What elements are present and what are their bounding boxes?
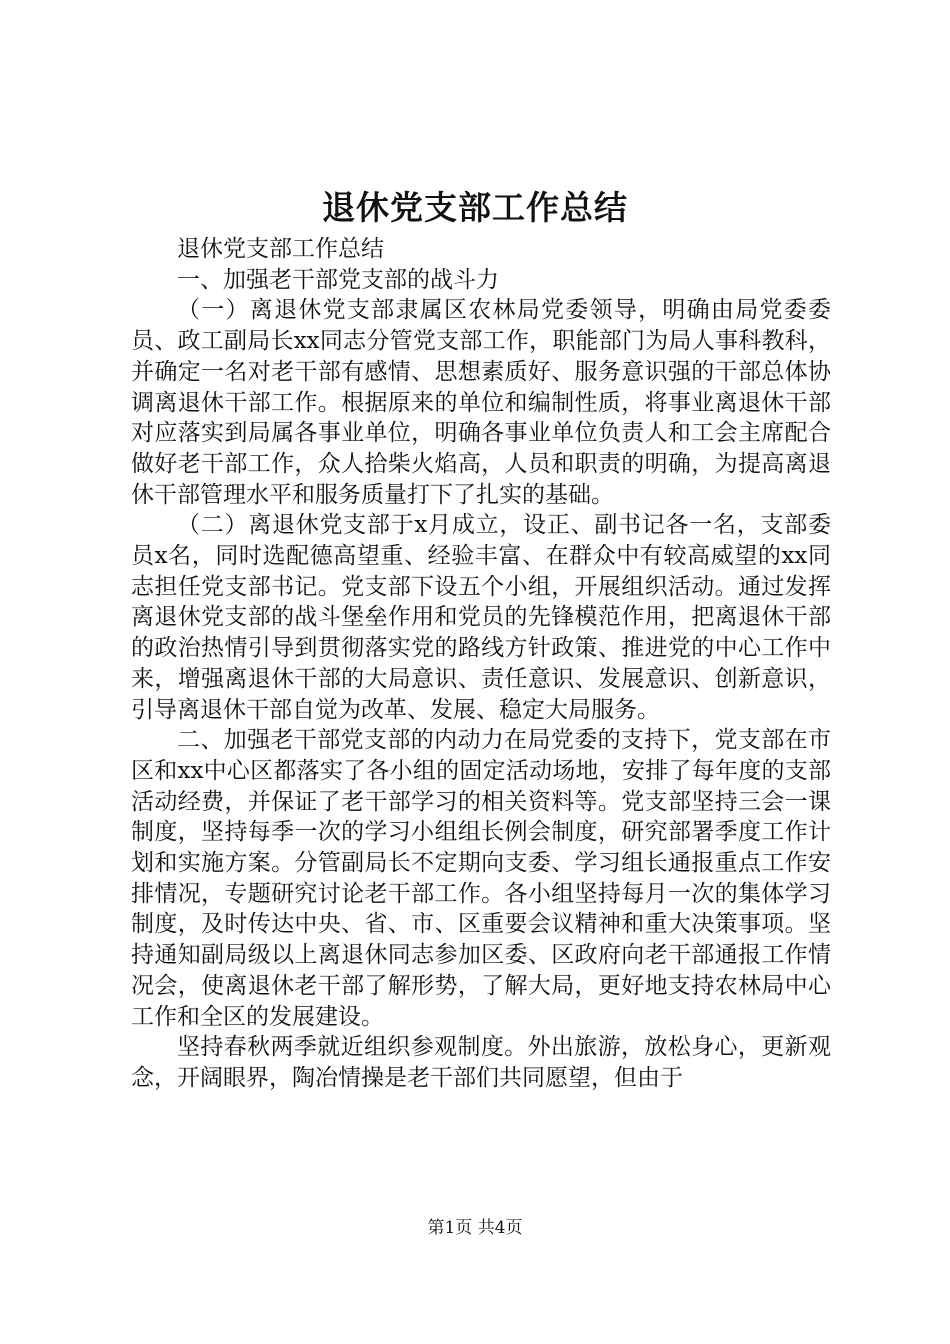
paragraph-subtitle: 退休党支部工作总结 xyxy=(177,236,384,262)
paragraph-body: 坚持春秋两季就近组织参观制度。外出旅游，放松身心，更新观念，开阔眼界，陶冶情操是老干部们共同愿望，但由于 xyxy=(131,1034,831,1091)
paragraph-section-heading: 一、加强老干部党支部的战斗力 xyxy=(177,266,499,293)
page-footer xyxy=(0,1216,950,1240)
paragraph-body: （一）离退休党支部隶属区农林局党委领导，明确由局党委委员、政工副局长xx同志分管党支部工作，职能部门为局人事科教科，并确定一名对老干部有感情、思想素质好、服务意识强的干部总体协调离退休干部工作。根据原来的单位和编制性质，将事业离退休干部对应落实到局属各事业单位，明确各事业单位负责人和工会主席配合做好老干部工作，众人拾柴火焰高，人员和职责的明确，为提高离退休干部管理水平和服务质量打下了扎实的基础。 xyxy=(131,297,831,508)
page-number: 第1页 共4页 xyxy=(427,1218,523,1238)
paragraph-body: 二、加强老干部党支部的内动力在局党委的支持下，党支部在市区和xx中心区都落实了各小组的固定活动场地，安排了每年度的支部活动经费，并保证了老干部学习的相关资料等。党支部坚持三会一课制度，坚持每季一次的学习小组组长例会制度，研究部署季度工作计划和实施方案。分管副局长不定期向支委、学习组长通报重点工作安排情况，专题研究讨论老干部工作。各小组坚持每月一次的集体学习制度，及时传达中央、省、市、区重要会议精神和重大决策事项。坚持通知副局级以上离退休同志参加区委、区政府向老干部通报工作情况会，使离退休老干部了解形势，了解大局，更好地支持农林局中心工作和全区的发展建设。 xyxy=(131,727,831,1030)
document-body xyxy=(131,234,831,1094)
document-title: 退休党支部工作总结 xyxy=(322,188,628,227)
paragraph-body: （二）离退休党支部于x月成立，设正、副书记各一名，支部委员x名，同时选配德高望重、经验丰富、在群众中有较高威望的xx同志担任党支部书记。党支部下设五个小组，开展组织活动。通过发挥离退休党支部的战斗堡垒作用和党员的先锋模范作用，把离退休干部的政治热情引导到贯彻落实党的路线方针政策、推进党的中心工作中来，增强离退休干部的大局意识、责任意识、发展意识、创新意识，引导离退休干部自觉为改革、发展、稳定大局服务。 xyxy=(131,512,831,723)
